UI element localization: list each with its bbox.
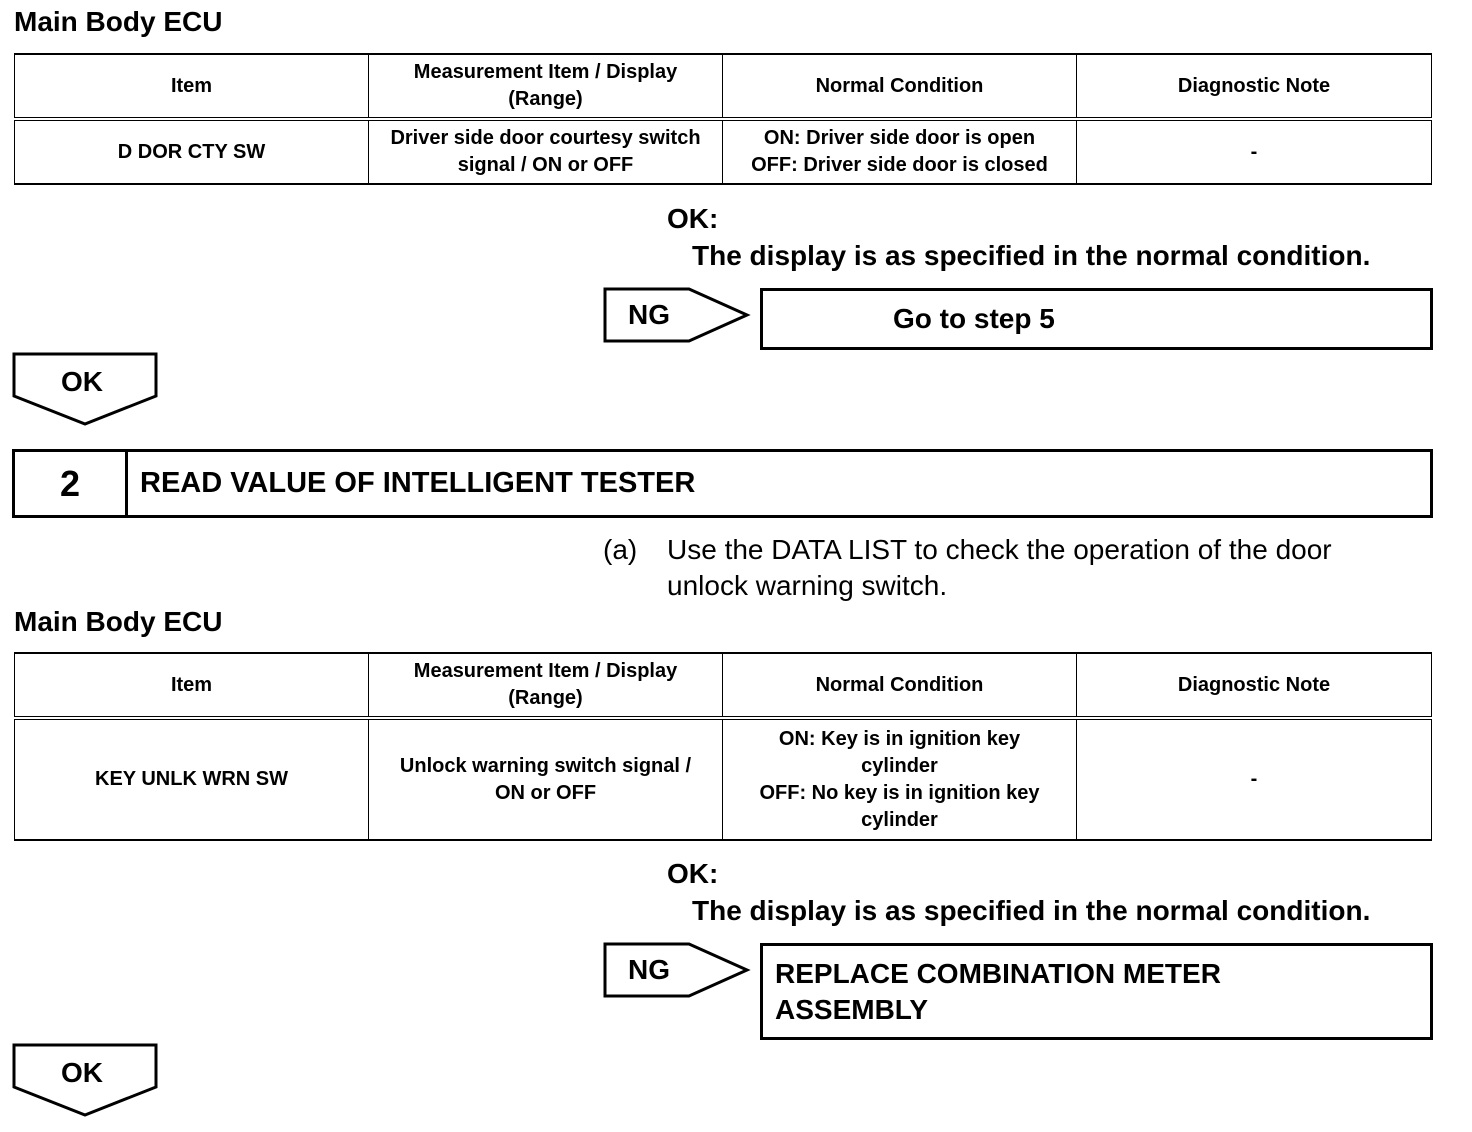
cell-measurement: Driver side door courtesy switch signal / ON or OFF: [369, 119, 723, 184]
ng-arrow-icon: [603, 942, 753, 1000]
normal-condition-line: OFF: Driver side door is closed: [751, 154, 1048, 176]
cell-diagnostic-note: -: [1077, 119, 1432, 184]
normal-condition-line: ON: Key is in ignition key cylinder: [778, 727, 1021, 777]
ok-condition-text: The display is as specified in the normal condition.: [692, 240, 1371, 271]
section1-heading: Main Body ECU: [14, 6, 223, 37]
col-header-item: Item: [15, 653, 369, 718]
col-header-diagnostic-note: Diagnostic Note: [1077, 54, 1432, 119]
step-header: [12, 449, 1433, 518]
ng-result-text: Go to step 5: [893, 303, 1055, 334]
cell-normal-condition: [723, 718, 1077, 840]
ng-result-text: REPLACE COMBINATION METER: [775, 958, 1221, 989]
col-header-item: Item: [15, 54, 369, 119]
step-sub-label: (a): [603, 534, 638, 565]
ng-arrow-icon: [603, 287, 753, 345]
ng-result-text: ASSEMBLY: [775, 994, 929, 1025]
ok-condition-text: The display is as specified in the normal condition.: [692, 895, 1371, 926]
ok-arrow-label: OK: [61, 366, 103, 397]
ng-label: NG: [628, 299, 670, 330]
ng-label: NG: [628, 954, 670, 985]
ng-result-box: [760, 288, 1433, 350]
table-header-row: [15, 653, 1432, 718]
section2-heading: Main Body ECU: [14, 606, 223, 637]
normal-condition-line: OFF: No key is in ignition key cylinder: [759, 781, 1040, 831]
section2-table: [14, 652, 1432, 841]
col-header-normal-condition: Normal Condition: [723, 653, 1077, 718]
table-header-row: [15, 54, 1432, 119]
ok-arrow-label: OK: [61, 1057, 103, 1088]
cell-diagnostic-note: -: [1077, 718, 1432, 840]
col-header-measurement: Measurement Item / Display (Range): [369, 653, 723, 718]
step-sub-line: unlock warning switch.: [667, 570, 948, 601]
step-title: READ VALUE OF INTELLIGENT TESTER: [140, 467, 696, 499]
normal-condition-line: ON: Driver side door is open: [763, 127, 1036, 149]
section1-table: [14, 53, 1432, 185]
cell-item: KEY UNLK WRN SW: [15, 718, 369, 840]
table-row: [15, 119, 1432, 184]
col-header-normal-condition: Normal Condition: [723, 54, 1077, 119]
ok-label: OK:: [667, 203, 719, 234]
cell-item: D DOR CTY SW: [15, 119, 369, 184]
table-row: [15, 718, 1432, 840]
ng-result-box: [760, 943, 1433, 1040]
step-sub-line: Use the DATA LIST to check the operation of the door: [667, 534, 1332, 565]
col-header-diagnostic-note: Diagnostic Note: [1077, 653, 1432, 718]
step-number: 2: [15, 452, 128, 515]
cell-normal-condition: [723, 119, 1077, 184]
cell-measurement: Unlock warning switch signal / ON or OFF: [369, 718, 723, 840]
ok-label: OK:: [667, 858, 719, 889]
col-header-measurement: Measurement Item / Display (Range): [369, 54, 723, 119]
